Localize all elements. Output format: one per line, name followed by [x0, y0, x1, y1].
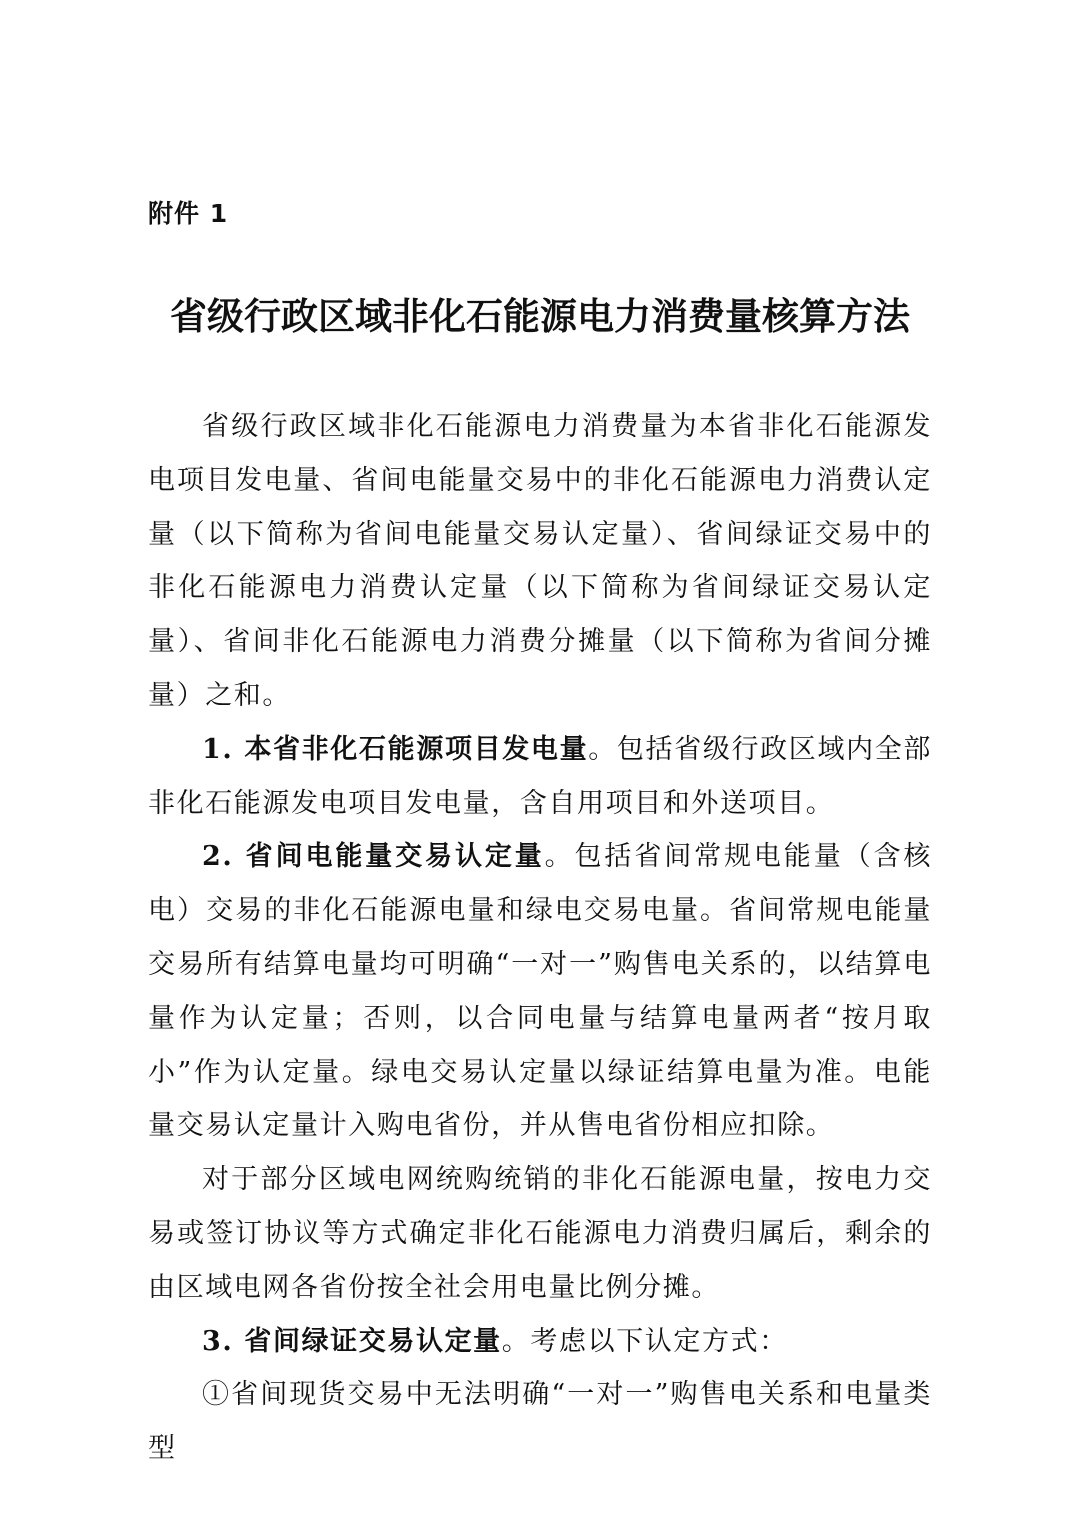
- paragraph-text: 对于部分区域电网统购统销的非化石能源电量，按电力交易或签订协议等方式确定非化石能源电力消费归属后，剩余的由区域电网各省份按全社会用电量比例分摊。: [148, 1164, 932, 1303]
- paragraph-text: 。考虑以下认定方式：: [501, 1325, 788, 1357]
- paragraph-sub-item-1: [148, 1368, 932, 1476]
- paragraph-heading: 2. 省间电能量交易认定量: [202, 841, 545, 873]
- paragraph-text: 。包括省级行政区域内全部非化石能源发电项目发电量，含自用项目和外送项目。: [148, 733, 933, 819]
- document-title: 省级行政区域非化石能源电力消费量核算方法: [170, 294, 910, 338]
- paragraph-heading: 1. 本省非化石能源项目发电量: [202, 733, 589, 765]
- paragraph-text: 。包括省间常规电能量（含核电）交易的非化石能源电量和绿电交易电量。省间常规电能量交易所有结算电量均可明确“一对一”购售电关系的，以结算电量作为认定量；否则，以合同电量与结算电量两者“按月取小”作为认定量。绿电交易认定量以绿证结算电量为准。电能量交易认定量计入购电省份，并从售电省份相应扣除。: [148, 841, 932, 1142]
- document-body: [148, 400, 932, 1476]
- paragraph-item-2: [148, 830, 932, 1153]
- paragraph-heading: 3. 省间绿证交易认定量: [202, 1325, 502, 1357]
- paragraph-text: ①省间现货交易中无法明确“一对一”购售电关系和电量类型: [148, 1379, 932, 1465]
- paragraph-item-1: [148, 723, 932, 831]
- paragraph-item-3: [148, 1315, 932, 1369]
- paragraph-regional-grid: [148, 1153, 932, 1314]
- paragraph-text: 省级行政区域非化石能源电力消费量为本省非化石能源发电项目发电量、省间电能量交易中的非化石能源电力消费认定量（以下简称为省间电能量交易认定量）、省间绿证交易中的非化石能源电力消费认定量（以下简称为省间绿证交易认定量）、省间非化石能源电力消费分摊量（以下简称为省间分摊量）之和。: [148, 411, 932, 711]
- paragraph-intro: [148, 400, 932, 723]
- attachment-label: 附件 1: [148, 199, 229, 228]
